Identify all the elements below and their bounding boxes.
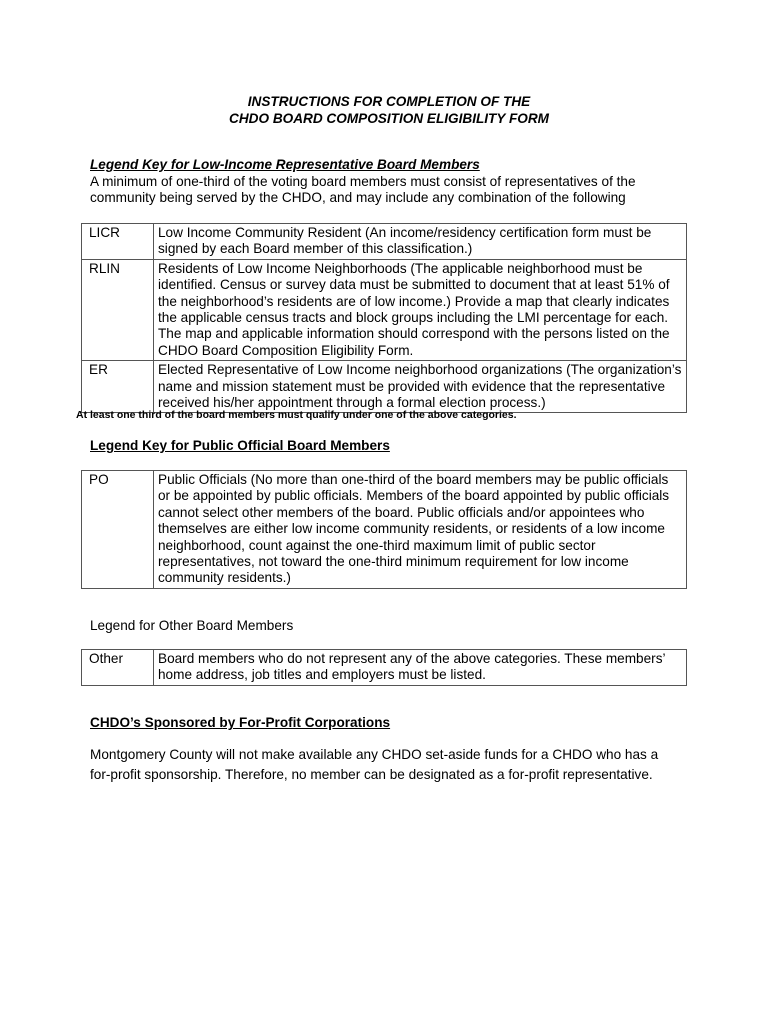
low-income-intro-line-2: community being served by the CHDO, and may include any combination of the following [90,190,626,205]
for-profit-heading: CHDO’s Sponsored by For-Profit Corporations [90,715,391,730]
table-row [82,471,687,589]
legend-description: Public Officials (No more than one-third of the board members may be public officials or be appointed by public officials. Members of the board appointed by public officials cannot select other members of the board. Public officials and/or appointees who themselves are either low income community residents, or residents of a low income neighborhood, count against the one-third maximum limit of public sector representatives, not toward the one-third minimum requirement for low income community residents.) [154,471,687,589]
legend-description: Board members who do not represent any of the above categories. These members’ home address, job titles and employers must be listed. [154,650,687,686]
low-income-legend-table [81,223,687,413]
legend-description: Elected Representative of Low Income neighborhood organizations (The organization’s name and mission statement must be provided with evidence that the representative received his/her appointment through a formal election process.) [154,361,687,413]
legend-code: Other [82,650,154,686]
for-profit-line-2: for-profit sponsorship. Therefore, no member can be designated as a for-profit representative. [90,767,653,782]
for-profit-paragraph [90,745,688,785]
other-members-legend-table [81,649,687,686]
document-title-line-1: INSTRUCTIONS FOR COMPLETION OF THE [247,94,531,109]
table-row [82,361,687,413]
legend-description: Residents of Low Income Neighborhoods (The applicable neighborhood must be identified. Census or survey data must be submitted to document that at least 51% of the neighborhood’s residents are of low income.) Provide a map that clearly indicates the applicable census tracts and block groups including the LMI percentage for each. The map and applicable information should correspond with the persons listed on the CHDO Board Composition Eligibility Form. [154,259,687,360]
low-income-intro-line-1: A minimum of one-third of the voting board members must consist of representatives of the [90,173,636,189]
low-income-section [90,157,688,207]
table-row [82,259,687,360]
public-official-heading: Legend Key for Public Official Board Members [90,438,390,453]
qualification-note: At least one third of the board members must qualify under one of the above categories. [76,409,517,421]
document-title-line-2: CHDO BOARD COMPOSITION ELIGIBILITY FORM [229,111,549,126]
legend-code: LICR [82,224,154,260]
legend-description: Low Income Community Resident (An income/residency certification form must be signed by each Board member of this classification.) [154,224,687,260]
legend-code: RLIN [82,259,154,360]
low-income-heading: Legend Key for Low-Income Representative Board Members [90,157,480,172]
public-official-legend-table [81,470,687,589]
legend-code: PO [82,471,154,589]
table-row [82,650,687,686]
for-profit-line-1: Montgomery County will not make available any CHDO set-aside funds for a CHDO who has a [90,747,659,762]
table-row [82,224,687,260]
other-members-heading: Legend for Other Board Members [90,618,294,633]
legend-code: ER [82,361,154,413]
